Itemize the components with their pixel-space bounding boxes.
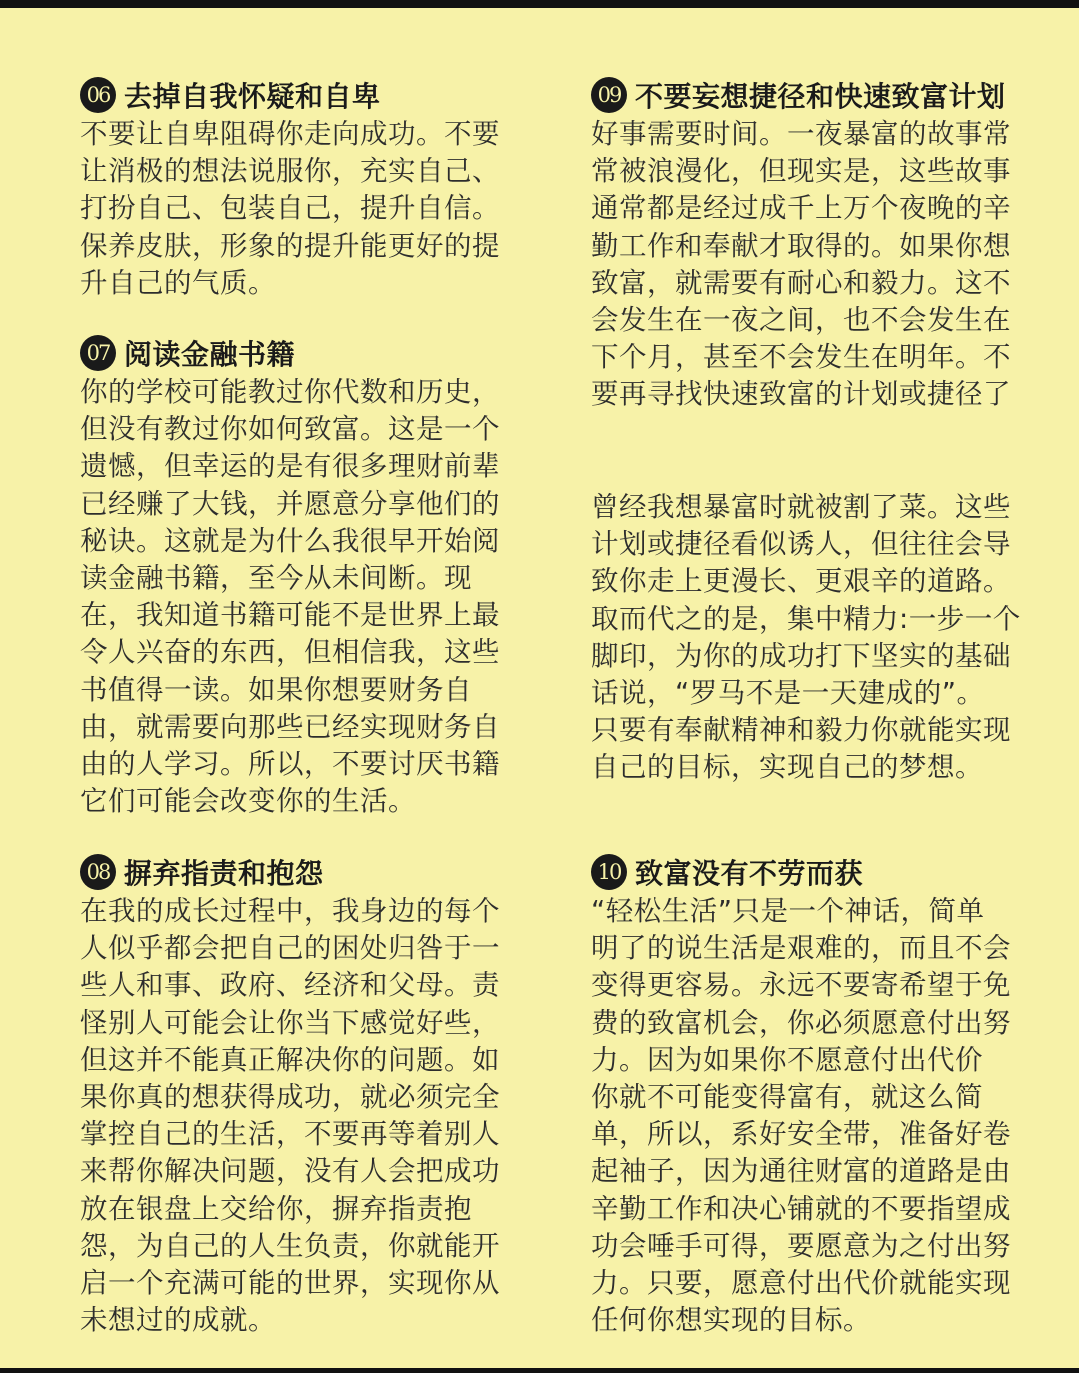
text-line: 任何你想实现的目标。 [591,1304,871,1337]
text-line: 力。因为如果你不愿意付出代价 [591,1043,983,1076]
text-line: 启一个充满可能的世界，实现你从 [80,1266,500,1299]
text-line: 曾经我想暴富时就被割了菜。这些 [591,491,1011,523]
section-07 [80,333,550,820]
section-body [591,489,1061,787]
text-line: 未想过的成就。 [80,1304,276,1337]
text-line: 致你走上更漫长、更艰辛的道路。 [591,565,1011,598]
section-09-continued [591,489,1061,787]
text-line: 但没有教过你如何致富。这是一个 [80,413,500,446]
text-line: 下个月，甚至不会发生在明年。不 [591,341,1011,374]
text-line: 要再寻找快速致富的计划或捷径了 [591,378,1011,411]
text-line: 起袖子，因为通往财富的道路是由 [591,1155,1011,1188]
text-line: 秘诀。这就是为什么我很早开始阅 [80,524,500,557]
text-line: 由，就需要向那些已经实现财务自 [80,710,500,743]
text-line: 明了的说生活是艰难的，而且不会 [591,932,1011,965]
text-line: 升自己的气质。 [80,266,276,299]
section-body [591,116,1061,414]
text-line: 人似乎都会把自己的困处归咎于一 [80,932,500,965]
text-line: 你就不可能变得富有，就这么简 [591,1080,983,1113]
text-line: 只要有奉献精神和毅力你就能实现 [591,714,1011,747]
section-title: 去掉自我怀疑和自卑 [124,80,381,113]
section-06 [80,75,550,302]
text-line: 脚印，为你的成功打下坚实的基础 [591,639,1011,672]
section-10 [591,852,1061,1339]
section-09 [591,75,1061,414]
section-body [80,116,550,302]
text-line: 致富，就需要有耐心和毅力。这不 [591,266,1011,299]
text-line: 来帮你解决问题，没有人会把成功 [80,1155,500,1188]
text-line: 但这并不能真正解决你的问题。如 [80,1043,500,1076]
text-line: 自己的目标，实现自己的梦想。 [591,751,983,784]
bottom-border [0,1368,1079,1373]
text-line: 勤工作和奉献才取得的。如果你想 [591,229,1011,262]
text-line: 读金融书籍，至今从未间断。现 [80,561,472,594]
section-body [80,374,550,820]
text-line: 放在银盘上交给你，摒弃指责抱 [80,1192,472,1225]
text-line: 取而代之的是，集中精力:一步一个 [591,602,1021,635]
text-line: 会发生在一夜之间，也不会发生在 [591,303,1011,336]
text-line: 变得更容易。永远不要寄希望于免 [591,969,1011,1002]
text-line: 掌控自己的生活，不要再等着别人 [80,1118,500,1151]
section-number-badge: 06 [80,77,116,113]
section-header [80,852,550,892]
section-body [591,893,1061,1339]
section-header [80,333,550,373]
section-title: 阅读金融书籍 [124,338,296,371]
text-line: 些人和事、政府、经济和父母。责 [80,969,500,1002]
section-header [591,852,1061,892]
text-line: 由的人学习。所以，不要讨厌书籍 [80,747,500,780]
section-body [80,893,550,1339]
text-line: 常被浪漫化，但现实是，这些故事 [591,155,1011,188]
section-title: 致富没有不劳而获 [635,857,864,890]
text-line: 怪别人可能会让你当下感觉好些， [80,1006,500,1039]
text-line: 遗憾，但幸运的是有很多理财前辈 [80,450,500,483]
section-number-badge: 09 [591,77,627,113]
text-line: 不要让自卑阻碍你走向成功。不要 [80,118,500,150]
text-line: 通常都是经过成千上万个夜晚的辛 [591,192,1011,225]
text-line: 已经赚了大钱，并愿意分享他们的 [80,487,500,520]
top-border [0,0,1079,8]
text-line: 怨，为自己的人生负责，你就能开 [80,1229,500,1262]
text-line: 单，所以，系好安全带，准备好卷 [591,1118,1011,1151]
text-line: 话说，“罗马不是一天建成的”。 [591,676,985,709]
text-line: 好事需要时间。一夜暴富的故事常 [591,118,1011,150]
section-header [591,75,1061,115]
section-number-badge: 07 [80,335,116,371]
text-line: 你的学校可能教过你代数和历史， [80,376,500,408]
section-number-badge: 10 [591,854,627,890]
section-title: 摒弃指责和抱怨 [124,857,324,890]
text-line: 力。只要，愿意付出代价就能实现 [591,1266,1011,1299]
section-header [80,75,550,115]
text-line: 辛勤工作和决心铺就的不要指望成 [591,1192,1011,1225]
text-line: 在，我知道书籍可能不是世界上最 [80,599,500,632]
section-title: 不要妄想捷径和快速致富计划 [635,80,1006,113]
text-line: 功会唾手可得，要愿意为之付出努 [591,1229,1011,1262]
section-08 [80,852,550,1339]
text-line: “轻松生活”只是一个神话，简单 [591,895,985,927]
text-line: 果你真的想获得成功，就必须完全 [80,1080,500,1113]
text-line: 让消极的想法说服你，充实自己、 [80,155,500,188]
text-line: 费的致富机会，你必须愿意付出努 [591,1006,1011,1039]
text-line: 打扮自己、包装自己，提升自信。 [80,192,500,225]
text-line: 令人兴奋的东西，但相信我，这些 [80,636,500,669]
text-line: 保养皮肤，形象的提升能更好的提 [80,229,500,262]
text-line: 它们可能会改变你的生活。 [80,785,416,818]
text-line: 在我的成长过程中，我身边的每个 [80,895,500,927]
text-line: 书值得一读。如果你想要财务自 [80,673,472,706]
text-line: 计划或捷径看似诱人，但往往会导 [591,528,1011,561]
section-number-badge: 08 [80,854,116,890]
